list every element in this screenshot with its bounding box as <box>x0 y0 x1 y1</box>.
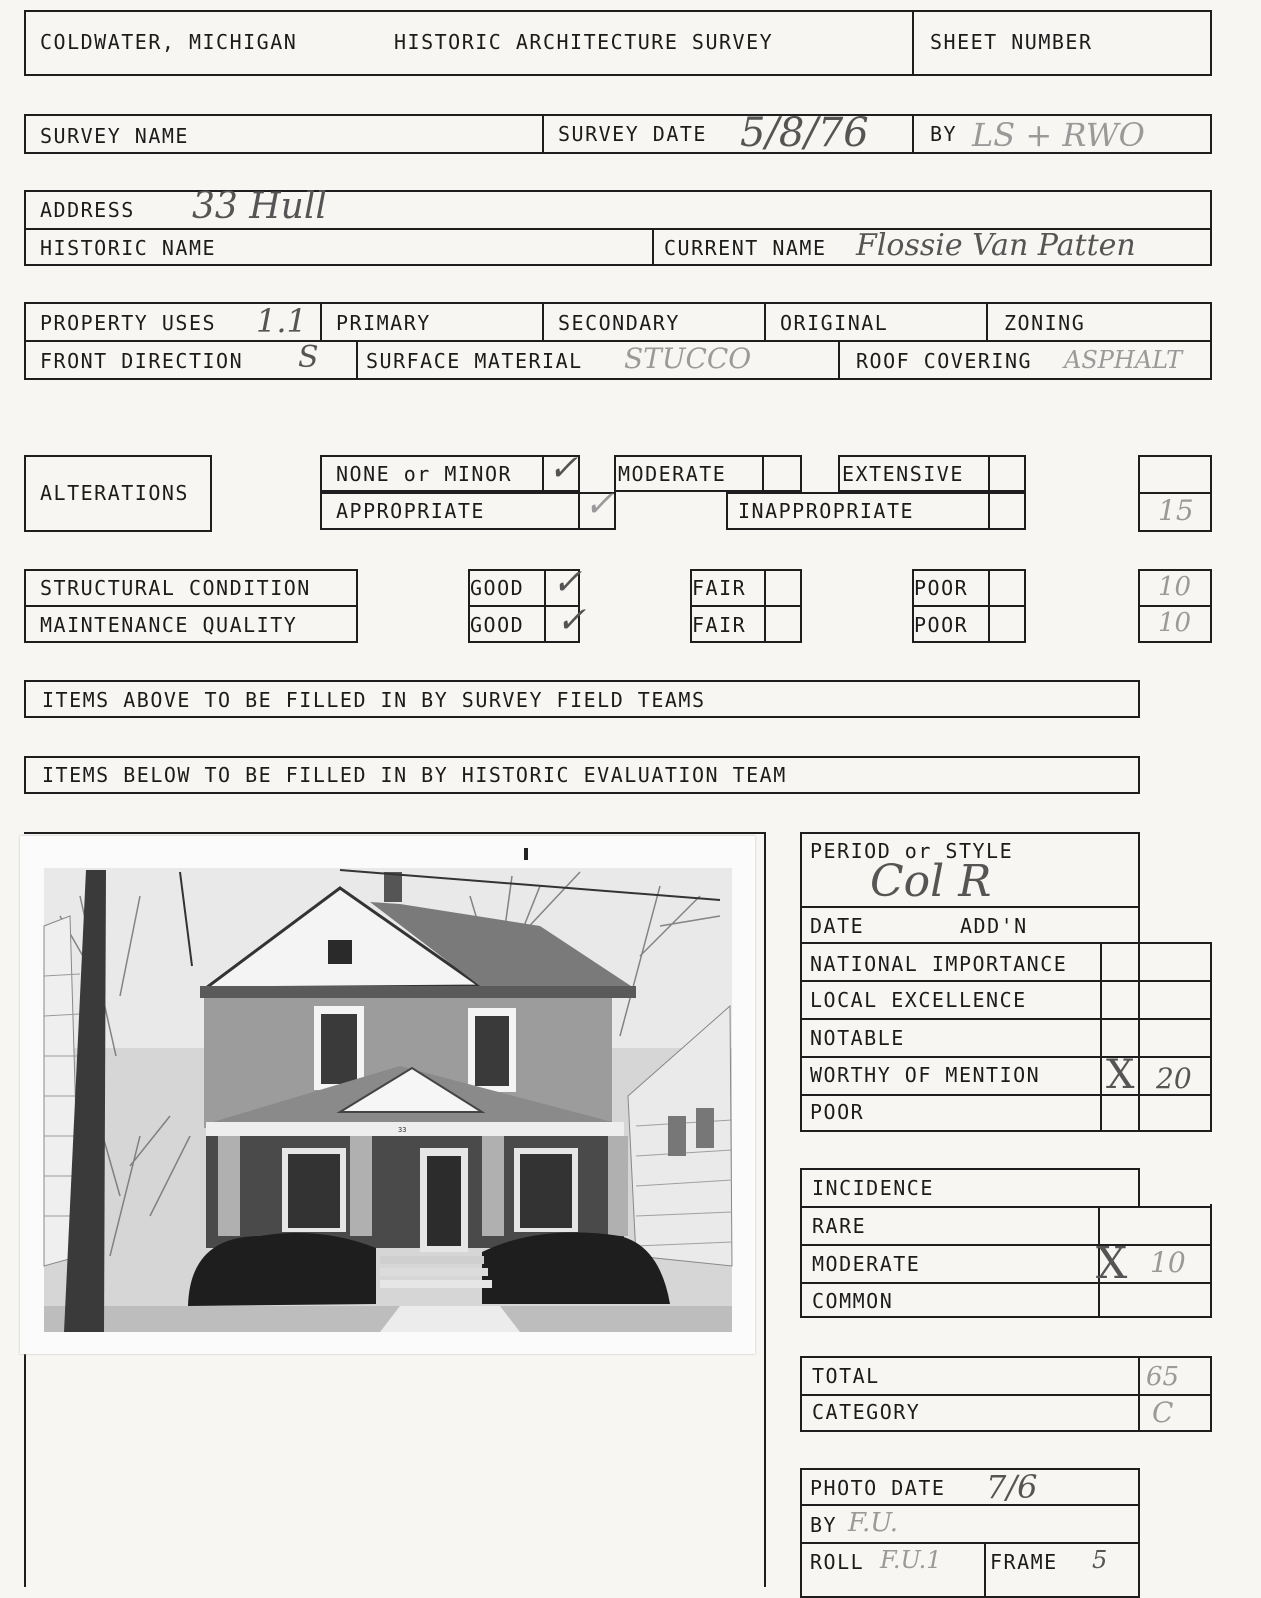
header-divider <box>912 10 914 76</box>
photo-info-divider <box>984 1542 986 1598</box>
property-uses-value: 1.1 <box>256 302 307 340</box>
photo-info-rule-2 <box>800 1542 1140 1544</box>
roof-covering-label: ROOF COVERING <box>856 349 1033 373</box>
house-photo-image <box>20 836 755 1354</box>
condition-fair-rule <box>690 605 802 607</box>
evaluation-poor-label: POOR <box>810 1100 865 1124</box>
notable-label: NOTABLE <box>810 1026 905 1050</box>
city-label: COLDWATER, MICHIGAN <box>40 30 298 54</box>
evaluation-addn-label: ADD'N <box>960 914 1028 938</box>
current-name-value: Flossie Van Patten <box>856 228 1136 263</box>
photo-area-left-rule <box>24 1346 26 1587</box>
original-label: ORIGINAL <box>780 311 889 335</box>
photo-date-label: PHOTO DATE <box>810 1476 946 1500</box>
frame-value: 5 <box>1092 1546 1108 1574</box>
notes-below-label: ITEMS BELOW TO BE FILLED IN BY HISTORIC EVALUATION TEAM <box>42 763 787 787</box>
alterations-inappropriate-label: INAPPROPRIATE <box>738 499 915 523</box>
rare-label: RARE <box>812 1214 867 1238</box>
alterations-appropriate-check-divider <box>578 492 580 530</box>
alterations-label: ALTERATIONS <box>40 481 189 505</box>
maintenance-poor-label: POOR <box>914 613 969 637</box>
total-label: TOTAL <box>812 1364 880 1388</box>
structural-condition-label: STRUCTURAL CONDITION <box>40 576 311 600</box>
alterations-appropriate-label: APPROPRIATE <box>336 499 485 523</box>
total-value: 65 <box>1146 1362 1180 1392</box>
maintenance-fair-label: FAIR <box>692 613 747 637</box>
incidence-rule-3 <box>800 1282 1212 1284</box>
importance-mark-divider <box>1100 942 1102 1132</box>
survey-divider-1 <box>542 114 544 154</box>
surface-material-value: STUCCO <box>624 342 752 375</box>
photo-area-top-rule <box>24 832 766 834</box>
survey-by-label: BY <box>930 122 958 146</box>
surface-material-label: SURFACE MATERIAL <box>366 349 583 373</box>
condition-label-rule <box>24 605 358 607</box>
maintenance-quality-label: MAINTENANCE QUALITY <box>40 613 298 637</box>
maintenance-good-label: GOOD <box>470 613 525 637</box>
structural-score: 10 <box>1158 572 1192 602</box>
incidence-score: 10 <box>1150 1246 1186 1279</box>
front-direction-label: FRONT DIRECTION <box>40 349 244 373</box>
structural-fair-label: FAIR <box>692 576 747 600</box>
structural-good-label: GOOD <box>470 576 525 600</box>
importance-rule-1 <box>800 980 1212 982</box>
house-photo <box>20 836 755 1354</box>
category-value: C <box>1152 1396 1174 1429</box>
alterations-inappropriate-check-divider <box>988 492 990 530</box>
property-divider-4 <box>986 302 988 340</box>
photo-area-right-rule <box>764 832 766 1587</box>
worthy-score: 20 <box>1156 1062 1192 1095</box>
importance-rule-3 <box>800 1056 1212 1058</box>
local-excellence-label: LOCAL EXCELLENCE <box>810 988 1027 1012</box>
current-name-label: CURRENT NAME <box>664 236 827 260</box>
incidence-header-right-rule <box>1138 1168 1140 1206</box>
address-label: ADDRESS <box>40 198 135 222</box>
roll-value: F.U.1 <box>880 1546 942 1574</box>
alterations-none-check-divider <box>542 455 544 492</box>
property-divider-1 <box>320 302 322 340</box>
totals-rule <box>800 1394 1212 1396</box>
roll-label: ROLL <box>810 1550 865 1574</box>
alterations-extensive-check-divider <box>988 455 990 492</box>
incidence-mark: X <box>1096 1238 1128 1289</box>
property-rule <box>24 340 1212 342</box>
period-value: Col R <box>870 856 992 907</box>
maintenance-good-check: ✓ <box>556 600 587 641</box>
national-importance-label: NATIONAL IMPORTANCE <box>810 952 1068 976</box>
alterations-extensive-label: EXTENSIVE <box>842 462 964 486</box>
evaluation-date-label: DATE <box>810 914 865 938</box>
common-label: COMMON <box>812 1289 894 1313</box>
incidence-header-blank <box>1140 1166 1214 1204</box>
property-divider-2 <box>542 302 544 340</box>
photo-info-rule-1 <box>800 1504 1140 1506</box>
property-divider-6 <box>838 340 840 380</box>
photo-date-value: 7/6 <box>986 1468 1038 1506</box>
primary-label: PRIMARY <box>336 311 431 335</box>
incidence-moderate-label: MODERATE <box>812 1252 921 1276</box>
alterations-none-label: NONE or MINOR <box>336 462 513 486</box>
maintenance-score: 10 <box>1158 608 1192 638</box>
incidence-rule-1 <box>800 1206 1212 1208</box>
roof-covering-value: ASPHALT <box>1064 346 1183 374</box>
survey-by-value: LS + RWO <box>972 116 1145 154</box>
address-value: 33 Hull <box>192 186 327 227</box>
structural-good-check: ✓ <box>552 562 583 603</box>
property-uses-label: PROPERTY USES <box>40 311 217 335</box>
importance-rule-2 <box>800 1018 1212 1020</box>
name-divider <box>652 228 654 266</box>
frame-label: FRAME <box>990 1550 1058 1574</box>
property-divider-3 <box>764 302 766 340</box>
alterations-appropriate-check: ✓ <box>584 484 615 525</box>
property-divider-5 <box>356 340 358 380</box>
survey-date-label: SURVEY DATE <box>558 122 707 146</box>
condition-good-check-divider <box>544 569 546 643</box>
notes-above-label: ITEMS ABOVE TO BE FILLED IN BY SURVEY FIELD TEAMS <box>42 688 706 712</box>
condition-score-rule <box>1138 605 1212 607</box>
condition-poor-rule <box>912 605 1026 607</box>
condition-fair-check-divider <box>764 569 766 643</box>
period-label: PERIOD or STYLE <box>810 839 1014 863</box>
alterations-moderate-check-divider <box>762 455 764 492</box>
zoning-label: ZONING <box>1004 311 1086 335</box>
photo-by-value: F.U. <box>848 1508 899 1538</box>
photo-by-label: BY <box>810 1513 838 1537</box>
worthy-mark: X <box>1106 1052 1135 1098</box>
condition-poor-check-divider <box>988 569 990 643</box>
form-title: HISTORIC ARCHITECTURE SURVEY <box>394 30 774 54</box>
alterations-moderate-label: MODERATE <box>618 462 727 486</box>
importance-score-divider <box>1138 942 1140 1132</box>
structural-poor-label: POOR <box>914 576 969 600</box>
survey-date-value: 5/8/76 <box>740 110 869 156</box>
secondary-label: SECONDARY <box>558 311 680 335</box>
survey-name-label: SURVEY NAME <box>40 124 189 148</box>
importance-rule-4 <box>800 1094 1212 1096</box>
category-label: CATEGORY <box>812 1400 921 1424</box>
incidence-label: INCIDENCE <box>812 1176 934 1200</box>
alterations-none-check: ✓ <box>548 448 579 489</box>
alterations-score: 15 <box>1158 494 1194 527</box>
front-direction-value: S <box>298 340 319 375</box>
worthy-of-mention-label: WORTHY OF MENTION <box>810 1063 1041 1087</box>
house-number: 33 <box>398 1126 407 1134</box>
survey-divider-2 <box>912 114 914 154</box>
sheet-number-label: SHEET NUMBER <box>930 30 1093 54</box>
totals-divider <box>1138 1356 1140 1432</box>
historic-name-label: HISTORIC NAME <box>40 236 217 260</box>
